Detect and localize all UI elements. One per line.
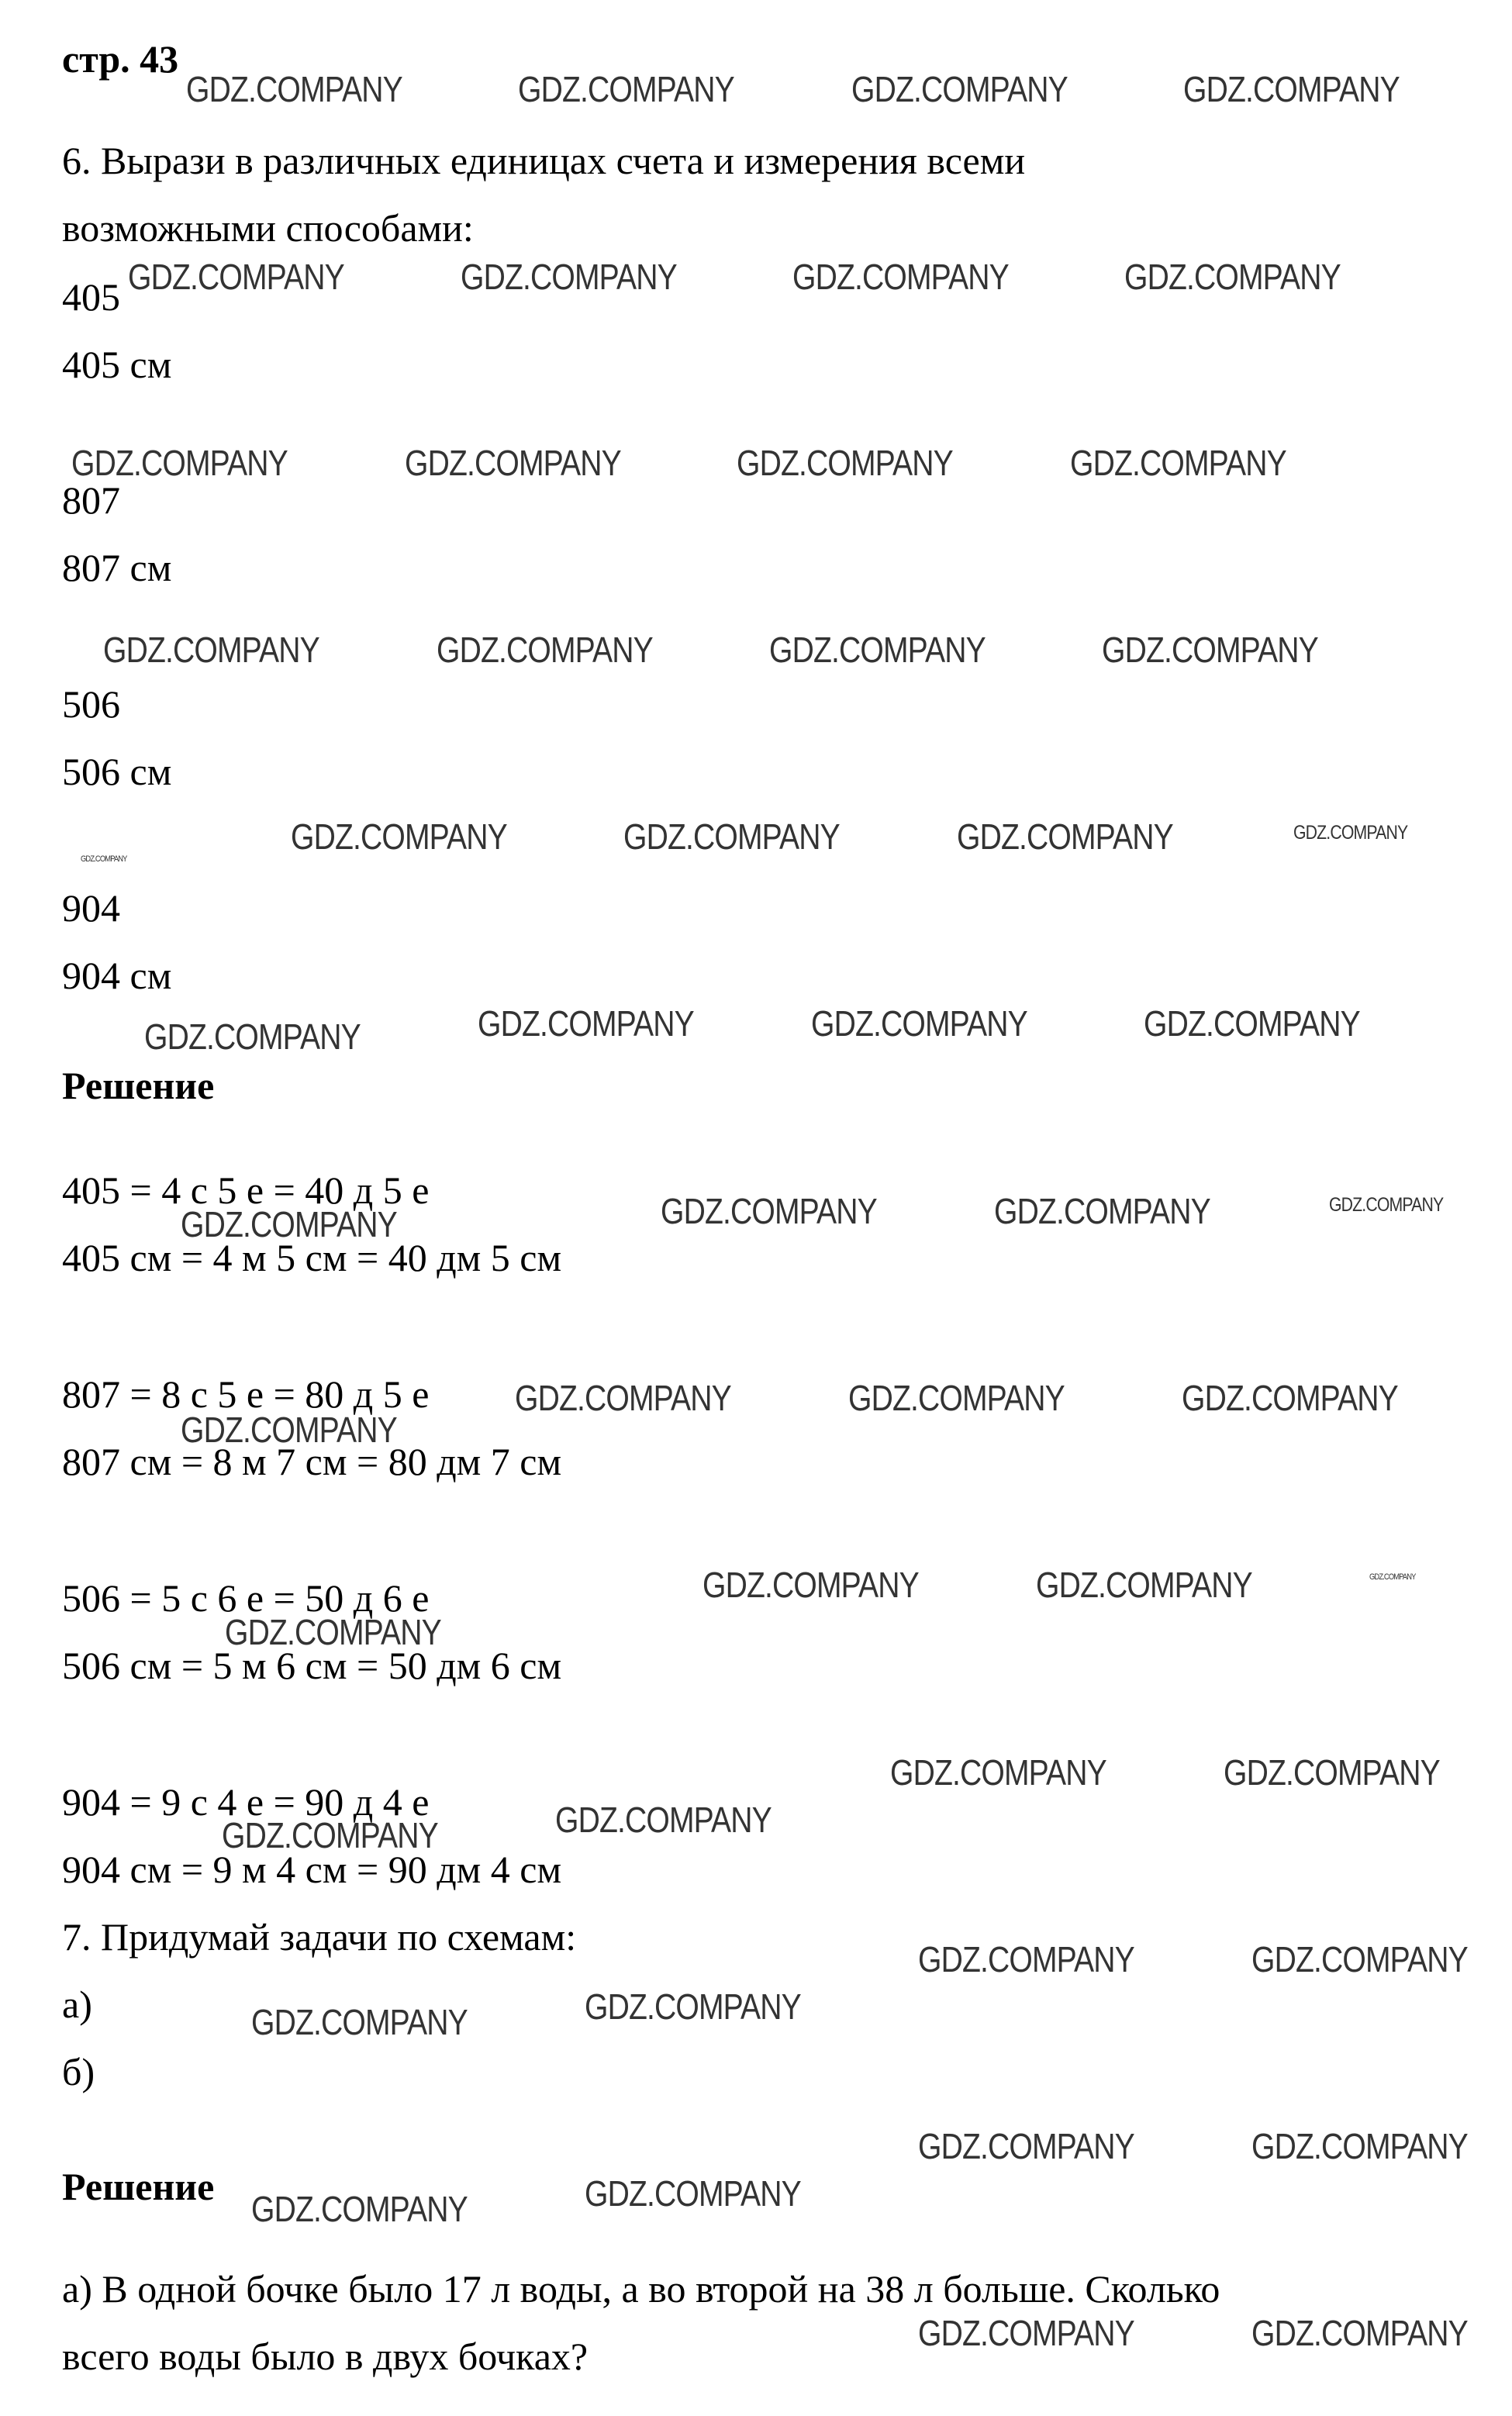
solution6-line: 506 = 5 с 6 е = 50 д 6 е — [62, 1576, 430, 1620]
solution6-line: 405 = 4 с 5 е = 40 д 5 е — [62, 1168, 430, 1212]
watermark: GDZ.COMPANY — [71, 443, 288, 483]
watermark: GDZ.COMPANY — [1036, 1565, 1252, 1605]
watermark: GDZ.COMPANY — [225, 1612, 441, 1652]
watermark: GDZ.COMPANY — [222, 1815, 438, 1855]
watermark: GDZ.COMPANY — [1144, 1003, 1360, 1044]
solution7-line2: всего воды было в двух бочках? — [62, 2335, 589, 2378]
watermark: GDZ.COMPANY — [81, 854, 127, 864]
task6-item: 904 см — [62, 954, 172, 997]
page-label: стр. 43 — [62, 37, 179, 81]
solution6-line: 904 = 9 с 4 е = 90 д 4 е — [62, 1780, 430, 1824]
watermark: GDZ.COMPANY — [181, 1410, 397, 1450]
watermark: GDZ.COMPANY — [661, 1191, 877, 1231]
watermark: GDZ.COMPANY — [405, 443, 621, 483]
task6-item: 405 — [62, 275, 120, 319]
watermark: GDZ.COMPANY — [128, 257, 344, 297]
task6-item: 506 см — [62, 750, 172, 793]
watermark: GDZ.COMPANY — [769, 630, 986, 670]
watermark: GDZ.COMPANY — [291, 816, 507, 857]
watermark: GDZ.COMPANY — [957, 816, 1173, 857]
watermark: GDZ.COMPANY — [792, 257, 1009, 297]
watermark: GDZ.COMPANY — [848, 1378, 1065, 1418]
watermark: GDZ.COMPANY — [1251, 2126, 1468, 2166]
watermark: GDZ.COMPANY — [811, 1003, 1027, 1044]
watermark: GDZ.COMPANY — [1293, 822, 1408, 844]
solution6-heading: Решение — [62, 1064, 215, 1107]
watermark: GDZ.COMPANY — [918, 2126, 1134, 2166]
watermark: GDZ.COMPANY — [1329, 1194, 1444, 1216]
watermark: GDZ.COMPANY — [478, 1003, 694, 1044]
watermark: GDZ.COMPANY — [918, 2313, 1134, 2353]
watermark: GDZ.COMPANY — [461, 257, 677, 297]
watermark: GDZ.COMPANY — [1182, 1378, 1398, 1418]
watermark: GDZ.COMPANY — [1251, 1939, 1468, 1979]
solution6-line: 807 см = 8 м 7 см = 80 дм 7 см — [62, 1440, 562, 1483]
watermark: GDZ.COMPANY — [251, 2002, 468, 2042]
watermark: GDZ.COMPANY — [890, 1752, 1106, 1793]
task7-item: б) — [62, 2050, 95, 2093]
solution6-line: 405 см = 4 м 5 см = 40 дм 5 см — [62, 1236, 562, 1279]
task6-item: 904 — [62, 886, 120, 930]
watermark: GDZ.COMPANY — [1070, 443, 1286, 483]
watermark: GDZ.COMPANY — [1369, 1572, 1416, 1582]
watermark: GDZ.COMPANY — [181, 1204, 397, 1244]
task6-item: 807 — [62, 478, 120, 522]
task7-title: 7. Придумай задачи по схемам: — [62, 1915, 577, 1959]
watermark: GDZ.COMPANY — [1251, 2313, 1468, 2353]
watermark: GDZ.COMPANY — [623, 816, 840, 857]
solution7-line1: а) В одной бочке было 17 л воды, а во второй на 38 л больше. Сколько — [62, 2267, 1220, 2311]
watermark: GDZ.COMPANY — [144, 1016, 361, 1057]
watermark: GDZ.COMPANY — [918, 1939, 1134, 1979]
watermark: GDZ.COMPANY — [1224, 1752, 1440, 1793]
watermark: GDZ.COMPANY — [437, 630, 653, 670]
watermark: GDZ.COMPANY — [1183, 69, 1400, 109]
watermark: GDZ.COMPANY — [515, 1378, 731, 1418]
watermark: GDZ.COMPANY — [851, 69, 1068, 109]
watermark: GDZ.COMPANY — [994, 1191, 1210, 1231]
watermark: GDZ.COMPANY — [1102, 630, 1318, 670]
watermark: GDZ.COMPANY — [585, 1986, 801, 2027]
task6-title-line1: 6. Вырази в различных единицах счета и измерения всеми — [62, 139, 1026, 182]
task6-item: 506 — [62, 682, 120, 726]
watermark: GDZ.COMPANY — [1124, 257, 1341, 297]
solution7-heading: Решение — [62, 2165, 215, 2208]
watermark: GDZ.COMPANY — [518, 69, 734, 109]
task6-item: 807 см — [62, 546, 172, 589]
watermark: GDZ.COMPANY — [186, 69, 402, 109]
watermark: GDZ.COMPANY — [555, 1800, 772, 1840]
watermark: GDZ.COMPANY — [702, 1565, 919, 1605]
watermark: GDZ.COMPANY — [103, 630, 319, 670]
task6-title-line2: возможными способами: — [62, 206, 474, 250]
task7-item: а) — [62, 1983, 92, 2026]
task6-item: 405 см — [62, 343, 172, 386]
watermark: GDZ.COMPANY — [251, 2189, 468, 2229]
solution6-line: 904 см = 9 м 4 см = 90 дм 4 см — [62, 1848, 562, 1891]
solution6-line: 807 = 8 с 5 е = 80 д 5 е — [62, 1372, 430, 1416]
watermark: GDZ.COMPANY — [585, 2173, 801, 2214]
watermark: GDZ.COMPANY — [737, 443, 953, 483]
solution6-line: 506 см = 5 м 6 см = 50 дм 6 см — [62, 1644, 562, 1687]
